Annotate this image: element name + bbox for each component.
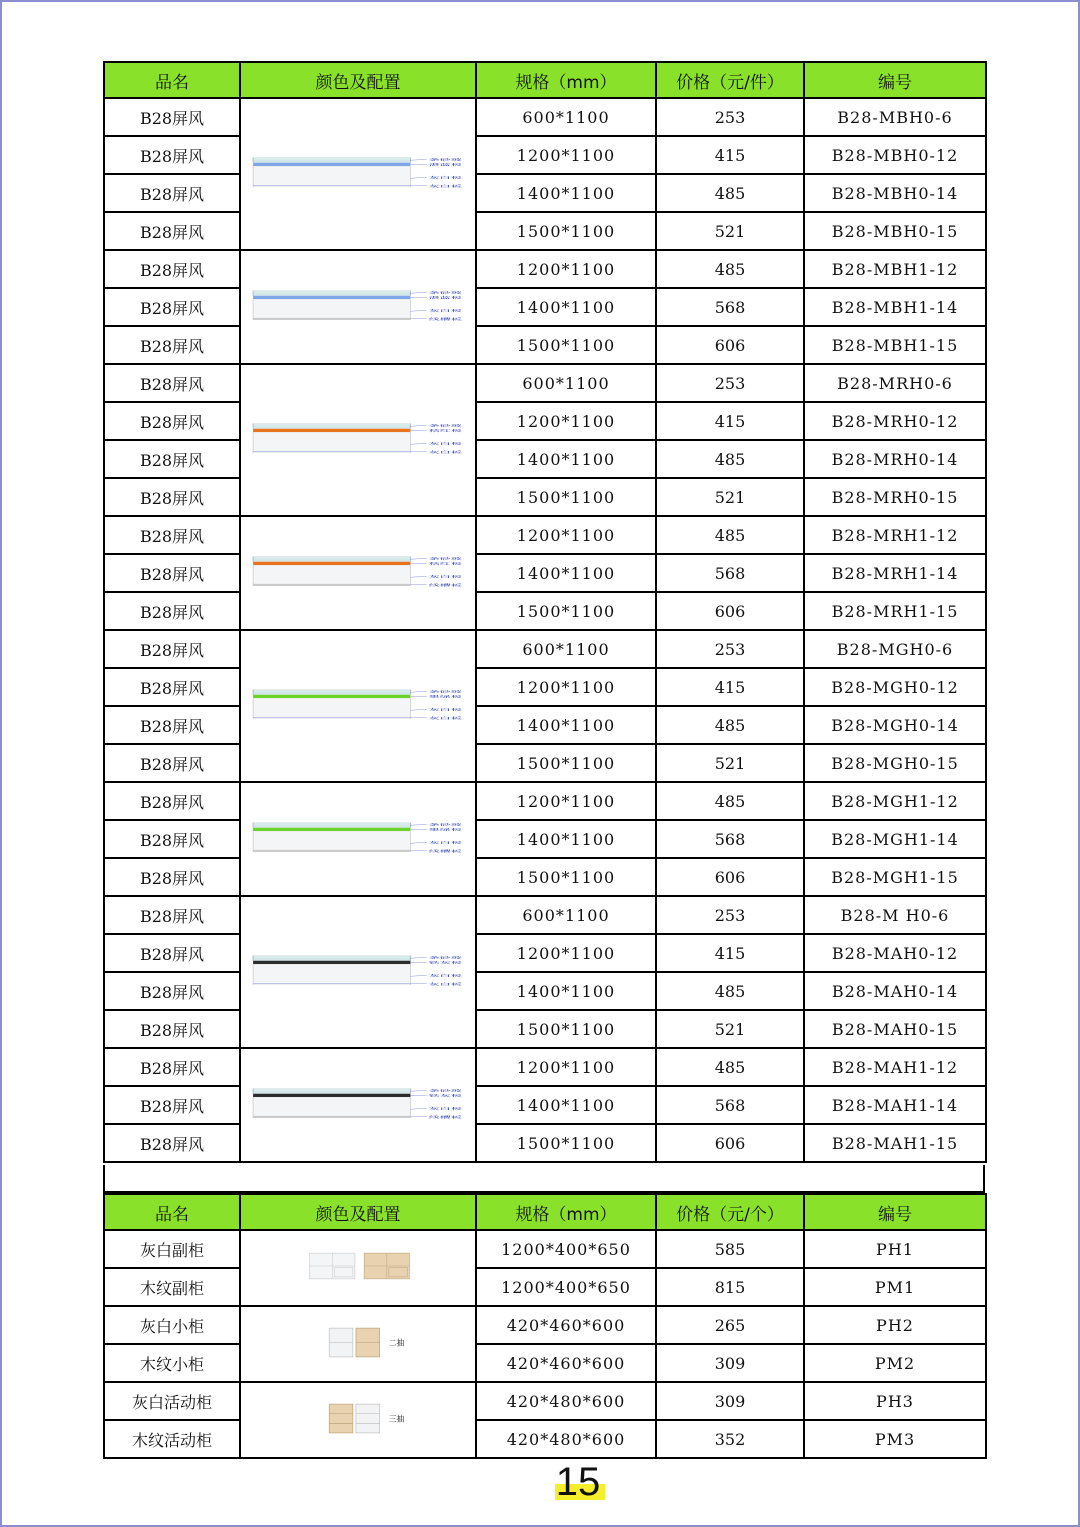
spec-cell: 1400*1100 [476, 820, 656, 858]
header-row [104, 1194, 986, 1230]
code-cell: B28-MRH0-6 [804, 364, 986, 402]
price-cell: 521 [656, 478, 804, 516]
product-name-cell: 木纹小柜 [104, 1344, 240, 1382]
color-config-cell [240, 1230, 476, 1306]
price-cell: 253 [656, 364, 804, 402]
frosted-glass-strip [253, 690, 410, 695]
product-name-cell: B28屏风 [104, 896, 240, 934]
component-label: 铁灰板 [428, 960, 462, 965]
code-cell: B28-MGH0-15 [804, 744, 986, 782]
spec-cell: 1200*1100 [476, 516, 656, 554]
color-panel-band [253, 1094, 410, 1097]
code-cell: PH1 [804, 1230, 986, 1268]
product-name-cell: B28屏风 [104, 174, 240, 212]
product-name-cell: B28屏风 [104, 554, 240, 592]
table-row [104, 934, 986, 972]
white-panel [253, 1097, 410, 1118]
three-drawer-cabinets-illustration [241, 1400, 475, 1436]
code-cell: B28-MAH1-15 [804, 1124, 986, 1162]
drawer-count-label: 三抽 [388, 1414, 405, 1424]
product-name-cell: B28屏风 [104, 782, 240, 820]
column-header: 价格（元/个） [656, 1194, 804, 1230]
spec-cell: 1400*1100 [476, 288, 656, 326]
spec-cell: 1200*1100 [476, 668, 656, 706]
product-name-cell: B28屏风 [104, 98, 240, 136]
color-panel-band [253, 695, 410, 698]
spec-cell: 1200*1100 [476, 782, 656, 820]
table-row [104, 1230, 986, 1268]
cable-slot-panel [253, 318, 410, 320]
spec-cell: 1500*1100 [476, 858, 656, 896]
table-row [104, 1382, 986, 1420]
color-panel-band [253, 429, 410, 432]
product-name-cell: B28屏风 [104, 1086, 240, 1124]
component-label: 条砂玻 [428, 290, 462, 295]
frosted-glass-strip [253, 956, 410, 961]
code-cell: PH3 [804, 1382, 986, 1420]
color-panel-band [253, 163, 410, 166]
table-row [104, 1306, 986, 1344]
code-cell: PH2 [804, 1306, 986, 1344]
price-cell: 253 [656, 896, 804, 934]
table-row [104, 1086, 986, 1124]
column-header: 颜色及配置 [240, 1194, 476, 1230]
price-cell: 521 [656, 744, 804, 782]
code-cell: B28-MGH1-14 [804, 820, 986, 858]
screen-panel-illustration [241, 420, 475, 456]
table-row [104, 250, 986, 288]
spec-cell: 1200*400*650 [476, 1268, 656, 1306]
price-cell: 585 [656, 1230, 804, 1268]
table-row [104, 782, 986, 820]
code-cell: B28-MBH1-15 [804, 326, 986, 364]
spec-cell: 1200*1100 [476, 402, 656, 440]
column-header: 编号 [804, 1194, 986, 1230]
code-cell: B28-MGH1-15 [804, 858, 986, 896]
white-panel [253, 565, 410, 586]
product-name-cell: 灰白活动柜 [104, 1382, 240, 1420]
product-name-cell: B28屏风 [104, 706, 240, 744]
component-label: 条砂玻 [428, 1088, 462, 1093]
white-panel [253, 299, 410, 320]
white-panel [253, 698, 410, 719]
frosted-glass-strip [253, 557, 410, 562]
price-cell: 485 [656, 516, 804, 554]
price-cell: 815 [656, 1268, 804, 1306]
screen-panel-illustration [241, 553, 475, 589]
color-config-cell [240, 516, 476, 630]
frosted-glass-strip [253, 424, 410, 429]
header-row [104, 62, 986, 98]
component-label: 灰白板 [428, 707, 462, 712]
column-header: 规格（mm） [476, 1194, 656, 1230]
code-cell: B28-MBH0-15 [804, 212, 986, 250]
screen-panel-illustration [241, 154, 475, 190]
price-cell: 415 [656, 136, 804, 174]
price-cell: 568 [656, 554, 804, 592]
spec-cell: 1500*1100 [476, 478, 656, 516]
product-name-cell: B28屏风 [104, 744, 240, 782]
product-name-cell: B28屏风 [104, 250, 240, 288]
component-label: 线槽板 [428, 317, 462, 321]
code-cell: B28-MRH0-15 [804, 478, 986, 516]
code-cell: B28-MRH1-15 [804, 592, 986, 630]
table-row [104, 212, 986, 250]
table-row [104, 858, 986, 896]
price-cell: 309 [656, 1344, 804, 1382]
price-cell: 485 [656, 782, 804, 820]
spec-cell: 1500*1100 [476, 1124, 656, 1162]
table-row [104, 402, 986, 440]
product-name-cell: B28屏风 [104, 364, 240, 402]
table-row [104, 706, 986, 744]
color-panel-band [253, 562, 410, 565]
component-label: 灰白板 [428, 716, 462, 720]
spec-cell: 1400*1100 [476, 174, 656, 212]
product-name-cell: B28屏风 [104, 402, 240, 440]
code-cell: B28-M H0-6 [804, 896, 986, 934]
color-config-cell [240, 782, 476, 896]
code-cell: PM2 [804, 1344, 986, 1382]
price-cell: 568 [656, 1086, 804, 1124]
product-name-cell: B28屏风 [104, 326, 240, 364]
table-separator [103, 1165, 985, 1193]
product-name-cell: B28屏风 [104, 972, 240, 1010]
product-name-cell: B28屏风 [104, 630, 240, 668]
component-label: 灰白板 [428, 973, 462, 978]
table-row [104, 364, 986, 402]
product-name-cell: B28屏风 [104, 478, 240, 516]
code-cell: B28-MRH0-12 [804, 402, 986, 440]
table-row [104, 1420, 986, 1458]
table-row [104, 1124, 986, 1162]
code-cell: B28-MGH0-12 [804, 668, 986, 706]
spec-cell: 1200*1100 [476, 136, 656, 174]
price-cell: 485 [656, 174, 804, 212]
product-name-cell: B28屏风 [104, 516, 240, 554]
frosted-glass-strip [253, 291, 410, 296]
price-cell: 309 [656, 1382, 804, 1420]
white-panel [253, 831, 410, 852]
spec-cell: 420*460*600 [476, 1344, 656, 1382]
table-row [104, 896, 986, 934]
color-config-cell [240, 98, 476, 250]
component-label: 线槽板 [428, 583, 462, 587]
code-cell: B28-MGH0-14 [804, 706, 986, 744]
price-cell: 352 [656, 1420, 804, 1458]
code-cell: B28-MAH0-14 [804, 972, 986, 1010]
component-label: 桔红板 [428, 428, 462, 433]
spec-cell: 420*480*600 [476, 1420, 656, 1458]
table-row [104, 288, 986, 326]
table-row [104, 592, 986, 630]
code-cell: B28-MAH0-12 [804, 934, 986, 972]
color-config-cell [240, 630, 476, 782]
price-cell: 485 [656, 250, 804, 288]
white-panel [253, 166, 410, 187]
code-cell: PM3 [804, 1420, 986, 1458]
column-header: 编号 [804, 62, 986, 98]
product-name-cell: B28屏风 [104, 934, 240, 972]
code-cell: B28-MRH1-12 [804, 516, 986, 554]
component-label: 条砂玻 [428, 955, 462, 960]
component-label: 铁灰板 [428, 1093, 462, 1098]
table-row [104, 1268, 986, 1306]
spec-cell: 1400*1100 [476, 706, 656, 744]
component-label: 灰白板 [428, 175, 462, 180]
component-label: 灰白板 [428, 574, 462, 579]
spec-cell: 600*1100 [476, 364, 656, 402]
cable-slot-panel [253, 1116, 410, 1118]
price-cell: 521 [656, 1010, 804, 1048]
code-cell: B28-MBH0-12 [804, 136, 986, 174]
price-cell: 521 [656, 212, 804, 250]
spec-cell: 420*460*600 [476, 1306, 656, 1344]
spec-cell: 1400*1100 [476, 554, 656, 592]
product-name-cell: B28屏风 [104, 288, 240, 326]
column-header: 品名 [104, 62, 240, 98]
color-config-cell [240, 364, 476, 516]
table-row [104, 630, 986, 668]
component-label: 灰白板 [428, 441, 462, 446]
table-row [104, 174, 986, 212]
table-row [104, 972, 986, 1010]
table-row [104, 554, 986, 592]
white-panel [253, 964, 410, 985]
column-header: 颜色及配置 [240, 62, 476, 98]
product-name-cell: B28屏风 [104, 1048, 240, 1086]
table-row [104, 1344, 986, 1382]
color-config-cell [240, 896, 476, 1048]
price-cell: 253 [656, 630, 804, 668]
code-cell: PM1 [804, 1268, 986, 1306]
screen-panel-illustration [241, 686, 475, 722]
spec-cell: 1500*1100 [476, 744, 656, 782]
component-label: 灰白板 [428, 184, 462, 188]
spec-cell: 600*1100 [476, 630, 656, 668]
cable-slot-panel [253, 584, 410, 586]
product-name-cell: 灰白小柜 [104, 1306, 240, 1344]
spec-cell: 420*480*600 [476, 1382, 656, 1420]
product-name-cell: B28屏风 [104, 1010, 240, 1048]
product-name-cell: B28屏风 [104, 440, 240, 478]
table-row [104, 1010, 986, 1048]
table-row [104, 516, 986, 554]
spec-cell: 1400*1100 [476, 972, 656, 1010]
product-name-cell: B28屏风 [104, 212, 240, 250]
component-label: 果绿板 [428, 827, 462, 832]
price-cell: 265 [656, 1306, 804, 1344]
component-label: 线槽板 [428, 849, 462, 853]
table-row [104, 668, 986, 706]
two-drawer-cabinets-illustration [241, 1324, 475, 1360]
column-header: 规格（mm） [476, 62, 656, 98]
code-cell: B28-MBH0-6 [804, 98, 986, 136]
product-name-cell: B28屏风 [104, 668, 240, 706]
component-label: 线槽板 [428, 1115, 462, 1119]
product-name-cell: B28屏风 [104, 1124, 240, 1162]
spec-cell: 1500*1100 [476, 326, 656, 364]
color-config-cell [240, 1048, 476, 1162]
table-row [104, 820, 986, 858]
screen-panel-illustration [241, 952, 475, 988]
component-label: 湛蓝板 [428, 295, 462, 300]
component-label: 条砂玻 [428, 822, 462, 827]
component-label: 条砂玻 [428, 556, 462, 561]
table-row [104, 136, 986, 174]
price-cell: 568 [656, 288, 804, 326]
component-label: 条砂玻 [428, 423, 462, 428]
price-cell: 253 [656, 98, 804, 136]
table-row [104, 1048, 986, 1086]
product-name-cell: 木纹活动柜 [104, 1420, 240, 1458]
component-label: 果绿板 [428, 694, 462, 699]
code-cell: B28-MBH1-12 [804, 250, 986, 288]
cabinet-price-table [103, 1193, 987, 1459]
table-row [104, 744, 986, 782]
table-row [104, 478, 986, 516]
price-cell: 606 [656, 858, 804, 896]
spec-cell: 600*1100 [476, 896, 656, 934]
component-label: 桔红板 [428, 561, 462, 566]
price-cell: 415 [656, 934, 804, 972]
table-row [104, 440, 986, 478]
spec-cell: 1500*1100 [476, 592, 656, 630]
code-cell: B28-MGH1-12 [804, 782, 986, 820]
product-name-cell: B28屏风 [104, 820, 240, 858]
component-label: 湛蓝板 [428, 162, 462, 167]
price-cell: 606 [656, 592, 804, 630]
code-cell: B28-MAH1-12 [804, 1048, 986, 1086]
price-cell: 606 [656, 1124, 804, 1162]
frosted-glass-strip [253, 1089, 410, 1094]
code-cell: B28-MRH0-14 [804, 440, 986, 478]
frosted-glass-strip [253, 158, 410, 163]
product-name-cell: B28屏风 [104, 592, 240, 630]
table-row [104, 98, 986, 136]
price-cell: 485 [656, 706, 804, 744]
screen-panel-illustration [241, 287, 475, 323]
column-header: 价格（元/件） [656, 62, 804, 98]
spec-cell: 1400*1100 [476, 440, 656, 478]
spec-cell: 1200*400*650 [476, 1230, 656, 1268]
component-label: 灰白板 [428, 982, 462, 986]
color-panel-band [253, 961, 410, 964]
spec-cell: 1500*1100 [476, 212, 656, 250]
frosted-glass-strip [253, 823, 410, 828]
component-label: 灰白板 [428, 1106, 462, 1111]
product-name-cell: 木纹副柜 [104, 1268, 240, 1306]
table-row [104, 326, 986, 364]
code-cell: B28-MGH0-6 [804, 630, 986, 668]
page-number: 15 [555, 1460, 601, 1504]
component-label: 灰白板 [428, 308, 462, 313]
screen-panel-illustration [241, 1085, 475, 1121]
spec-cell: 1500*1100 [476, 1010, 656, 1048]
product-name-cell: B28屏风 [104, 858, 240, 896]
price-cell: 485 [656, 440, 804, 478]
component-label: 条砂玻 [428, 689, 462, 694]
color-panel-band [253, 828, 410, 831]
color-panel-band [253, 296, 410, 299]
side-cabinets-illustration [241, 1248, 475, 1284]
code-cell: B28-MAH1-14 [804, 1086, 986, 1124]
column-header: 品名 [104, 1194, 240, 1230]
price-cell: 485 [656, 1048, 804, 1086]
price-cell: 415 [656, 668, 804, 706]
spec-cell: 1200*1100 [476, 250, 656, 288]
color-config-cell [240, 1306, 476, 1382]
code-cell: B28-MAH0-15 [804, 1010, 986, 1048]
price-cell: 485 [656, 972, 804, 1010]
price-cell: 415 [656, 402, 804, 440]
code-cell: B28-MBH1-14 [804, 288, 986, 326]
product-name-cell: B28屏风 [104, 136, 240, 174]
code-cell: B28-MBH0-14 [804, 174, 986, 212]
component-label: 灰白板 [428, 840, 462, 845]
price-cell: 568 [656, 820, 804, 858]
screen-price-table [103, 61, 987, 1163]
spec-cell: 1200*1100 [476, 934, 656, 972]
white-panel [253, 432, 410, 453]
color-config-cell [240, 1382, 476, 1458]
color-config-cell [240, 250, 476, 364]
product-name-cell: 灰白副柜 [104, 1230, 240, 1268]
component-label: 条砂玻 [428, 157, 462, 162]
spec-cell: 600*1100 [476, 98, 656, 136]
screen-panel-illustration [241, 819, 475, 855]
price-cell: 606 [656, 326, 804, 364]
spec-cell: 1200*1100 [476, 1048, 656, 1086]
cable-slot-panel [253, 850, 410, 852]
drawer-count-label: 二抽 [388, 1338, 405, 1348]
component-label: 灰白板 [428, 450, 462, 454]
spec-cell: 1400*1100 [476, 1086, 656, 1124]
code-cell: B28-MRH1-14 [804, 554, 986, 592]
